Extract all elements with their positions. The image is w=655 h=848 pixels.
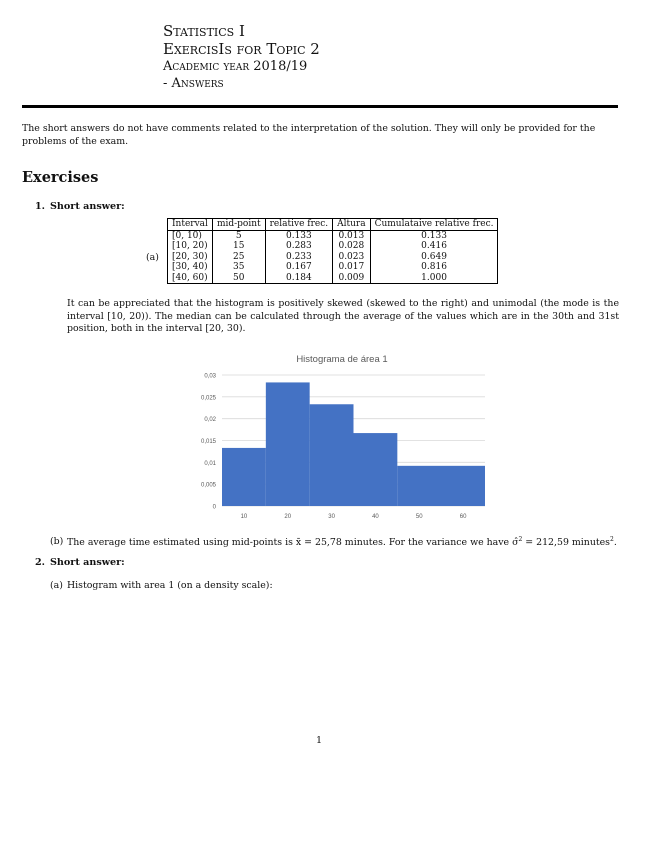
x-tick-label: 60 [459,514,467,520]
table-row [168,252,498,263]
table-cell: 1.000 [370,273,498,284]
x-tick-label: 20 [284,514,292,520]
table-header: Cumulataive relative frec. [370,219,498,231]
q1-b-label: (b) [50,536,64,547]
y-tick-label: 0,025 [200,395,216,402]
table-row [168,273,498,284]
b-superscript: 2 [610,536,614,543]
table-cell: 0.816 [370,262,498,273]
frequency-table [167,218,498,284]
table-header: relative frec. [265,219,333,231]
x-tick-label: 50 [415,514,423,520]
y-tick-label: 0,015 [200,439,216,445]
table-cell: [30, 40) [168,262,213,273]
table-cell: 0.167 [265,262,333,273]
y-tick-label: 0 [212,504,216,511]
table-header: Altura [333,219,370,231]
intro-text: The short answers do not have comments related to the interpretation of the solution. They will only be provided for the problems of the exam. [22,123,596,147]
answers-label: - Answers [163,76,224,91]
y-tick-label: 0,02 [204,417,216,424]
q2-a-label: (a) [50,580,63,591]
table-cell: 25 [212,252,265,263]
b-superscript: 2 [518,536,523,543]
doc-title: Statistics I [163,22,245,40]
table-cell: 0.023 [333,252,370,263]
histogram-chart [195,350,495,525]
table-cell: 50 [212,273,265,284]
table-row [168,230,498,241]
x-tick-label: 30 [328,514,335,520]
table-cell: 0.184 [265,273,333,284]
table-row [168,262,498,273]
table-header: Interval [168,219,213,231]
q1-a-label: (a) [146,252,159,263]
b-text-part: The average time estimated using mid-points is x̄ = 25,78 minutes. For the variance we have σ̂ [67,537,519,549]
b-text-part: = 212,59 minutes [522,537,610,549]
histogram-bar [354,433,398,506]
b-text-part: . [613,537,617,549]
table-cell: 0.028 [333,241,370,252]
q1-label: Short answer: [50,201,125,212]
table-cell: [20, 30) [168,252,213,263]
table-cell: [10, 20) [168,241,213,252]
table-cell: 0.013 [333,230,370,241]
table-cell: 0.283 [265,241,333,252]
q1-paragraph: It can be appreciated that the histogram is positively skewed (skewed to the right) and unimodal (the mode is the interval [10, 20)). The median can be calculated through the average of the values which are in the 30th and 31st position, both in the interval [20, 30). [67,298,619,335]
table-cell: 0.009 [333,273,370,284]
table-cell: 0.017 [333,262,370,273]
table-cell: 35 [212,262,265,273]
histogram-bar [310,404,354,506]
q2-label: Short answer: [50,557,125,568]
q1-number: 1. [35,201,46,212]
academic-year: Academic year 2018/19 [163,59,308,74]
doc-subtitle: ExercisIs for Topic 2 [163,40,320,58]
q1-b-text [67,536,617,548]
x-tick-label: 10 [240,514,248,520]
table-cell: [40, 60) [168,273,213,284]
histogram-bar [266,382,310,506]
y-tick-label: 0,005 [200,482,216,489]
table-cell: 0.133 [265,230,333,241]
table-cell: 5 [212,230,265,241]
chart-title: Histograma de área 1 [296,354,388,365]
table-cell: 0.233 [265,252,333,263]
table-cell: 0.133 [370,230,498,241]
histogram-bar [222,448,266,506]
y-tick-label: 0,03 [204,373,216,380]
histogram-bar [397,466,485,506]
table-cell: [0, 10) [168,230,213,241]
table-row [168,241,498,252]
header-rule [22,105,618,108]
y-tick-label: 0,01 [204,460,216,467]
table-cell: 0.416 [370,241,498,252]
q2-number: 2. [35,557,46,568]
section-heading: Exercises [22,169,99,186]
table-cell: 15 [212,241,265,252]
q2-a-text: Histogram with area 1 (on a density scale): [67,580,273,591]
table-cell: 0.649 [370,252,498,263]
table-header: mid-point [212,219,265,231]
title-block [163,22,320,92]
page-number: 1 [316,735,323,746]
x-tick-label: 40 [372,514,379,520]
